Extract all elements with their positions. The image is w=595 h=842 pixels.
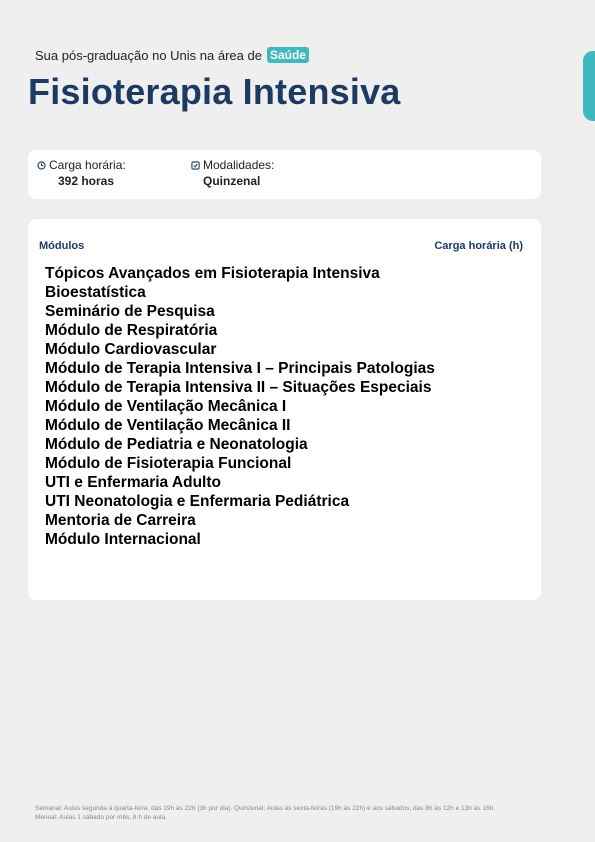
footnote-line: Semanal: Aulas segunda à quarta-feira, das 19h às 22h (3h por dia). Quinzenal: Aulas às sexta-feiras (19h às 22h) e aos sábados, das 8h às 12h e 13h às 16h. xyxy=(35,805,495,812)
subtitle-text: Sua pós-graduação no Unis na área de xyxy=(35,47,262,63)
subtitle xyxy=(35,47,309,63)
list-item: Seminário de Pesquisa xyxy=(45,303,215,320)
list-item: Módulo de Ventilação Mecânica I xyxy=(45,398,287,415)
area-badge: Saúde xyxy=(267,47,309,63)
list-item: Módulo Cardiovascular xyxy=(45,341,217,358)
list-item: Módulo de Fisioterapia Funcional xyxy=(45,455,292,472)
list-item: UTI Neonatologia e Enfermaria Pediátrica xyxy=(45,493,350,510)
list-item: Módulo de Ventilação Mecânica II xyxy=(45,417,291,434)
footnote xyxy=(35,804,495,822)
mode-info xyxy=(191,158,274,188)
module-list xyxy=(45,264,435,549)
list-item: Módulo Internacional xyxy=(45,531,201,548)
list-item: Tópicos Avançados em Fisioterapia Intensiva xyxy=(45,265,380,282)
footnote-line: Mensal: Aulas 1 sábado por mês, 8 h de aula. xyxy=(35,814,167,821)
list-item: Módulo de Respiratória xyxy=(45,322,218,339)
modules-column-header: Módulos xyxy=(39,240,85,252)
list-item: Módulo de Pediatria e Neonatologia xyxy=(45,436,308,453)
modules-card xyxy=(28,219,541,600)
list-item: Módulo de Terapia Intensiva II – Situações Especiais xyxy=(45,379,432,396)
mode-label: Modalidades: xyxy=(203,158,275,172)
mode-value: Quinzenal xyxy=(203,174,261,188)
list-item: Módulo de Terapia Intensiva I – Principais Patologias xyxy=(45,360,435,377)
hours-column-header: Carga horária (h) xyxy=(434,240,523,252)
info-card xyxy=(28,150,541,199)
hours-value: 392 horas xyxy=(58,174,115,188)
list-item: UTI e Enfermaria Adulto xyxy=(45,474,221,491)
list-item: Mentoria de Carreira xyxy=(45,512,196,529)
clock-icon xyxy=(37,161,46,170)
checkbox-icon xyxy=(191,161,200,170)
side-tab xyxy=(583,51,595,121)
hours-label: Carga horária: xyxy=(49,158,126,172)
list-item: Bioestatística xyxy=(45,284,146,301)
page-title: Fisioterapia Intensiva xyxy=(28,71,401,112)
hours-info xyxy=(37,158,126,188)
